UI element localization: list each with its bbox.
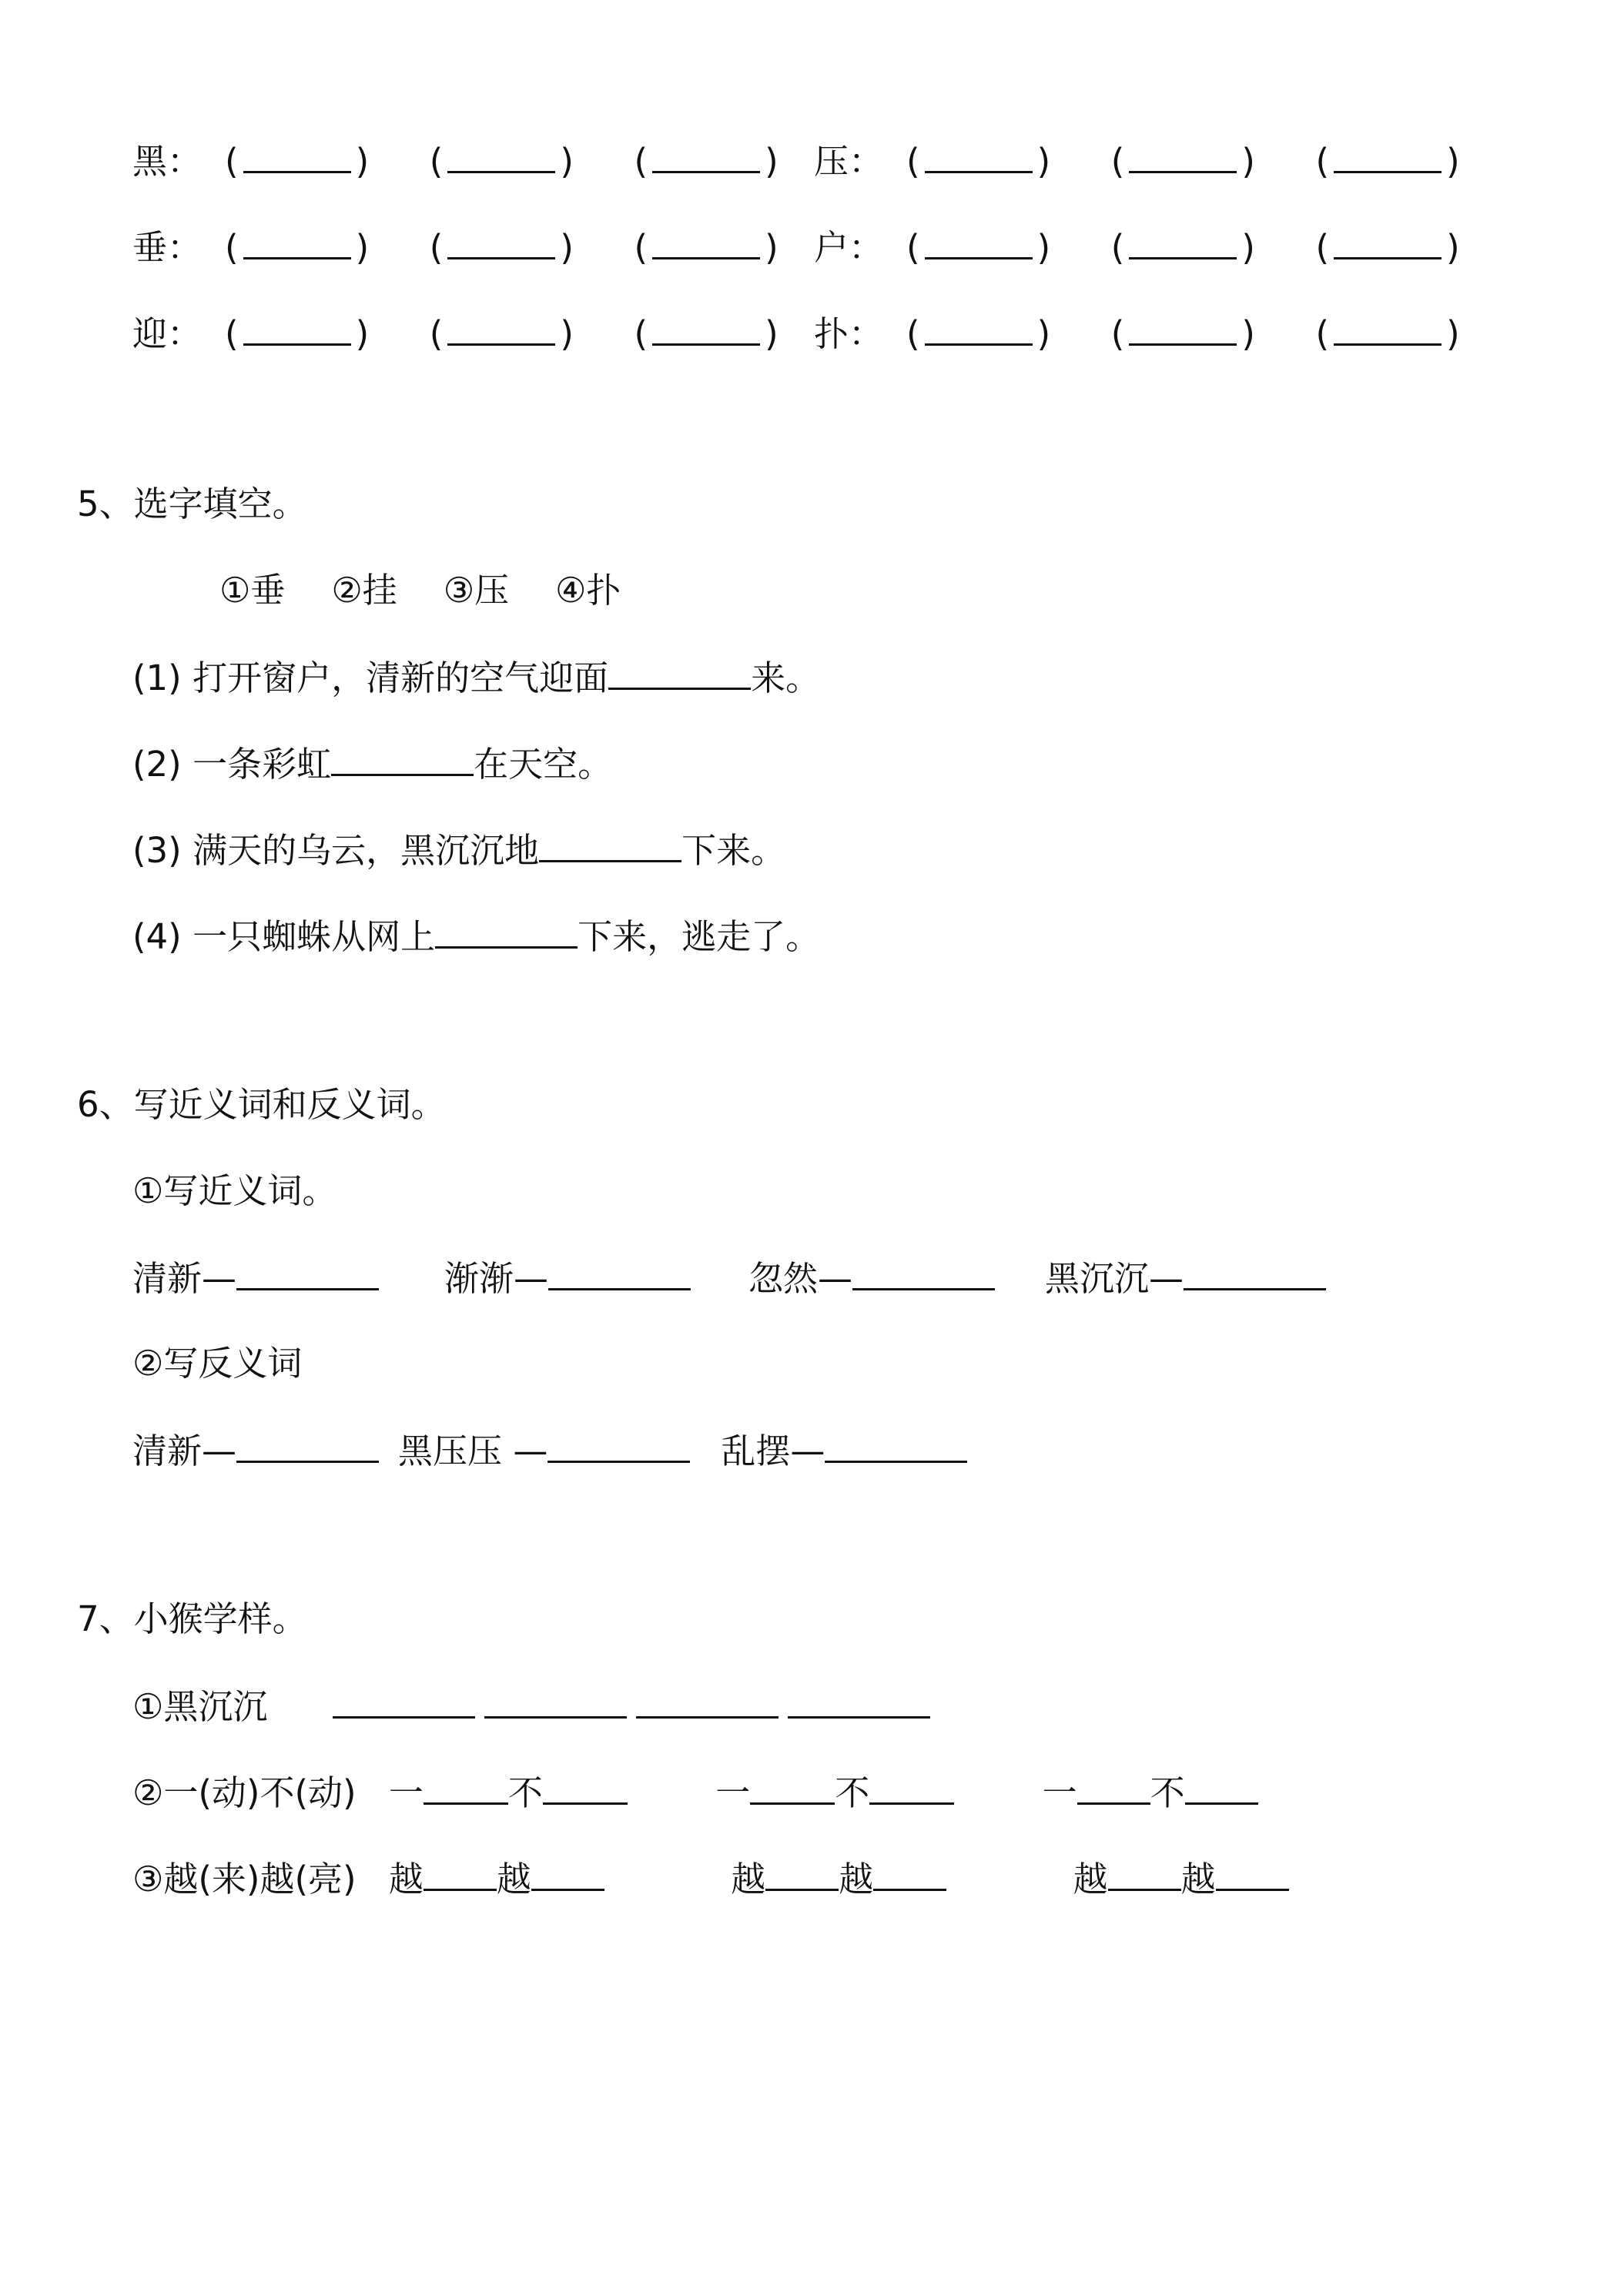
fill-item: [132, 740, 612, 788]
close-paren: ): [1036, 227, 1051, 268]
char-label: 黑：: [132, 141, 203, 182]
answer-blank[interactable]: [1216, 1855, 1289, 1891]
option-item: ④扑: [555, 570, 621, 611]
pattern-word: 越: [1073, 1859, 1108, 1899]
item-number: (3): [132, 830, 182, 871]
answer-blank[interactable]: [331, 740, 474, 776]
pattern-word: 不: [1150, 1772, 1185, 1813]
pattern-word: 越: [496, 1859, 531, 1899]
answer-blank[interactable]: [825, 1427, 967, 1463]
close-paren: ): [765, 227, 779, 268]
answer-blank[interactable]: [1334, 313, 1442, 346]
pattern-word: 越: [388, 1859, 424, 1899]
close-paren: ): [560, 141, 574, 182]
row-label: [814, 311, 883, 357]
item-number: (2): [132, 744, 182, 785]
answer-blank[interactable]: [765, 1855, 839, 1891]
close-paren: ): [1241, 227, 1255, 268]
answer-blank[interactable]: [543, 1769, 628, 1805]
word-label: 忽然—: [748, 1258, 853, 1299]
answer-blank[interactable]: [608, 654, 751, 690]
row-label: [132, 225, 202, 271]
answer-blank[interactable]: [447, 313, 555, 346]
item-text: 下来，逃走了。: [578, 916, 821, 957]
pattern-word: 一: [715, 1772, 751, 1813]
open-paren: (: [225, 227, 239, 268]
open-paren: (: [1110, 313, 1125, 354]
section7-title: 7、小猴学样。: [77, 1598, 307, 1639]
answer-blank[interactable]: [1184, 1254, 1326, 1290]
open-paren: (: [429, 227, 444, 268]
answer-blank[interactable]: [243, 140, 351, 173]
answer-blank[interactable]: [925, 226, 1033, 259]
paren-blanks: [906, 311, 1460, 357]
pattern-word: 越: [731, 1859, 766, 1899]
char-label: 迎：: [132, 313, 203, 354]
pattern-word: 一: [1042, 1772, 1077, 1813]
answer-blank[interactable]: [447, 226, 555, 259]
answer-blank[interactable]: [1129, 140, 1237, 173]
option-list: [219, 567, 621, 614]
open-paren: (: [1315, 141, 1330, 182]
antonym-subtitle: ②写反义词: [132, 1343, 303, 1384]
open-paren: (: [429, 141, 444, 182]
word-label: 清新—: [132, 1258, 237, 1299]
pattern-label: ②一(动)不(动): [132, 1772, 357, 1813]
word-label: 乱摆—: [721, 1431, 825, 1471]
answer-blank[interactable]: [873, 1855, 946, 1891]
option-item: ③压: [443, 570, 510, 611]
close-paren: ): [560, 227, 574, 268]
row-label: [814, 225, 883, 271]
answer-blank[interactable]: [547, 1427, 690, 1463]
paren-blanks: [225, 139, 779, 185]
fill-item: [132, 654, 820, 701]
item-text: 在天空。: [474, 744, 613, 785]
option-item: ②挂: [331, 570, 397, 611]
char-label: 压：: [814, 141, 884, 182]
answer-blank[interactable]: [424, 1855, 497, 1891]
open-paren: (: [634, 227, 648, 268]
synonym-row: [132, 1254, 1326, 1302]
answer-blank[interactable]: [852, 1254, 995, 1290]
pattern-word: 越: [839, 1859, 874, 1899]
close-paren: ): [1446, 313, 1460, 354]
row-label: [814, 139, 883, 185]
open-paren: (: [634, 141, 648, 182]
pattern-label: ③越(来)越(亮): [132, 1859, 357, 1899]
answer-blank[interactable]: [484, 1682, 627, 1719]
answer-blank[interactable]: [652, 313, 760, 346]
row-label: [132, 139, 202, 185]
answer-blank[interactable]: [1334, 226, 1442, 259]
close-paren: ): [1241, 313, 1255, 354]
open-paren: (: [1110, 141, 1125, 182]
answer-blank[interactable]: [636, 1682, 779, 1719]
open-paren: (: [906, 313, 920, 354]
answer-blank[interactable]: [1185, 1769, 1258, 1805]
pattern-word: 越: [1180, 1859, 1216, 1899]
fill-item: [132, 912, 820, 960]
char-label: 垂：: [132, 227, 203, 268]
open-paren: (: [634, 313, 648, 354]
open-paren: (: [225, 313, 239, 354]
answer-blank[interactable]: [1108, 1855, 1181, 1891]
answer-blank[interactable]: [435, 912, 578, 949]
answer-blank[interactable]: [1129, 313, 1237, 346]
answer-blank[interactable]: [788, 1682, 930, 1719]
answer-blank[interactable]: [925, 313, 1033, 346]
word-label: 黑压压 —: [398, 1431, 548, 1471]
close-paren: ): [355, 227, 370, 268]
synonym-subtitle: ①写近义词。: [132, 1170, 337, 1211]
paren-blanks: [906, 139, 1460, 185]
item-text: 下来。: [681, 830, 786, 871]
open-paren: (: [906, 141, 920, 182]
item-text: 一只蜘蛛从网上: [193, 916, 436, 957]
word-label: 渐渐—: [444, 1258, 549, 1299]
section5-title: 5、选字填空。: [77, 484, 307, 524]
close-paren: ): [1241, 141, 1255, 182]
option-item: ①垂: [219, 570, 286, 611]
row-label: [132, 311, 202, 357]
answer-blank[interactable]: [548, 1254, 691, 1290]
pattern-row: [132, 1769, 1258, 1816]
close-paren: ): [1446, 227, 1460, 268]
answer-blank[interactable]: [1077, 1769, 1150, 1805]
answer-blank[interactable]: [1334, 140, 1442, 173]
answer-blank[interactable]: [750, 1769, 835, 1805]
paren-blanks: [906, 225, 1460, 271]
word-label: 黑沉沉—: [1045, 1258, 1184, 1299]
paren-blanks: [225, 311, 779, 357]
pattern-word: 不: [835, 1772, 870, 1813]
close-paren: ): [560, 313, 574, 354]
antonym-row: [132, 1427, 967, 1474]
section6-title: 6、写近义词和反义词。: [77, 1084, 446, 1125]
close-paren: ): [355, 313, 370, 354]
item-text: 一条彩虹: [193, 744, 332, 785]
pattern-row: [132, 1682, 930, 1730]
pattern-word: 不: [507, 1772, 543, 1813]
open-paren: (: [1315, 227, 1330, 268]
close-paren: ): [1036, 141, 1051, 182]
open-paren: (: [1315, 313, 1330, 354]
item-text: 满天的乌云，黑沉沉地: [193, 830, 540, 871]
answer-blank[interactable]: [236, 1254, 379, 1290]
close-paren: ): [1446, 141, 1460, 182]
item-text: 来。: [751, 658, 821, 698]
answer-blank[interactable]: [652, 140, 760, 173]
close-paren: ): [1036, 313, 1051, 354]
word-label: 清新—: [132, 1431, 237, 1471]
open-paren: (: [225, 141, 239, 182]
paren-blanks: [225, 225, 779, 271]
answer-blank[interactable]: [236, 1427, 379, 1463]
answer-blank[interactable]: [1129, 226, 1237, 259]
answer-blank[interactable]: [243, 226, 351, 259]
close-paren: ): [765, 313, 779, 354]
answer-blank[interactable]: [539, 826, 681, 862]
pattern-word: 一: [388, 1772, 424, 1813]
open-paren: (: [906, 227, 920, 268]
answer-blank[interactable]: [243, 313, 351, 346]
pattern-row: [132, 1855, 1289, 1903]
pattern-label: ①黑沉沉: [132, 1686, 268, 1727]
answer-blank[interactable]: [869, 1769, 954, 1805]
char-label: 扑：: [814, 313, 884, 354]
char-label: 户：: [814, 227, 884, 268]
open-paren: (: [429, 313, 444, 354]
answer-blank[interactable]: [333, 1682, 475, 1719]
close-paren: ): [765, 141, 779, 182]
open-paren: (: [1110, 227, 1125, 268]
answer-blank[interactable]: [652, 226, 760, 259]
answer-blank[interactable]: [447, 140, 555, 173]
fill-item: [132, 826, 785, 874]
answer-blank[interactable]: [424, 1769, 508, 1805]
close-paren: ): [355, 141, 370, 182]
answer-blank[interactable]: [531, 1855, 604, 1891]
item-number: (4): [132, 916, 182, 957]
item-text: 打开窗户，清新的空气迎面: [193, 658, 609, 698]
item-number: (1): [132, 658, 182, 698]
answer-blank[interactable]: [925, 140, 1033, 173]
